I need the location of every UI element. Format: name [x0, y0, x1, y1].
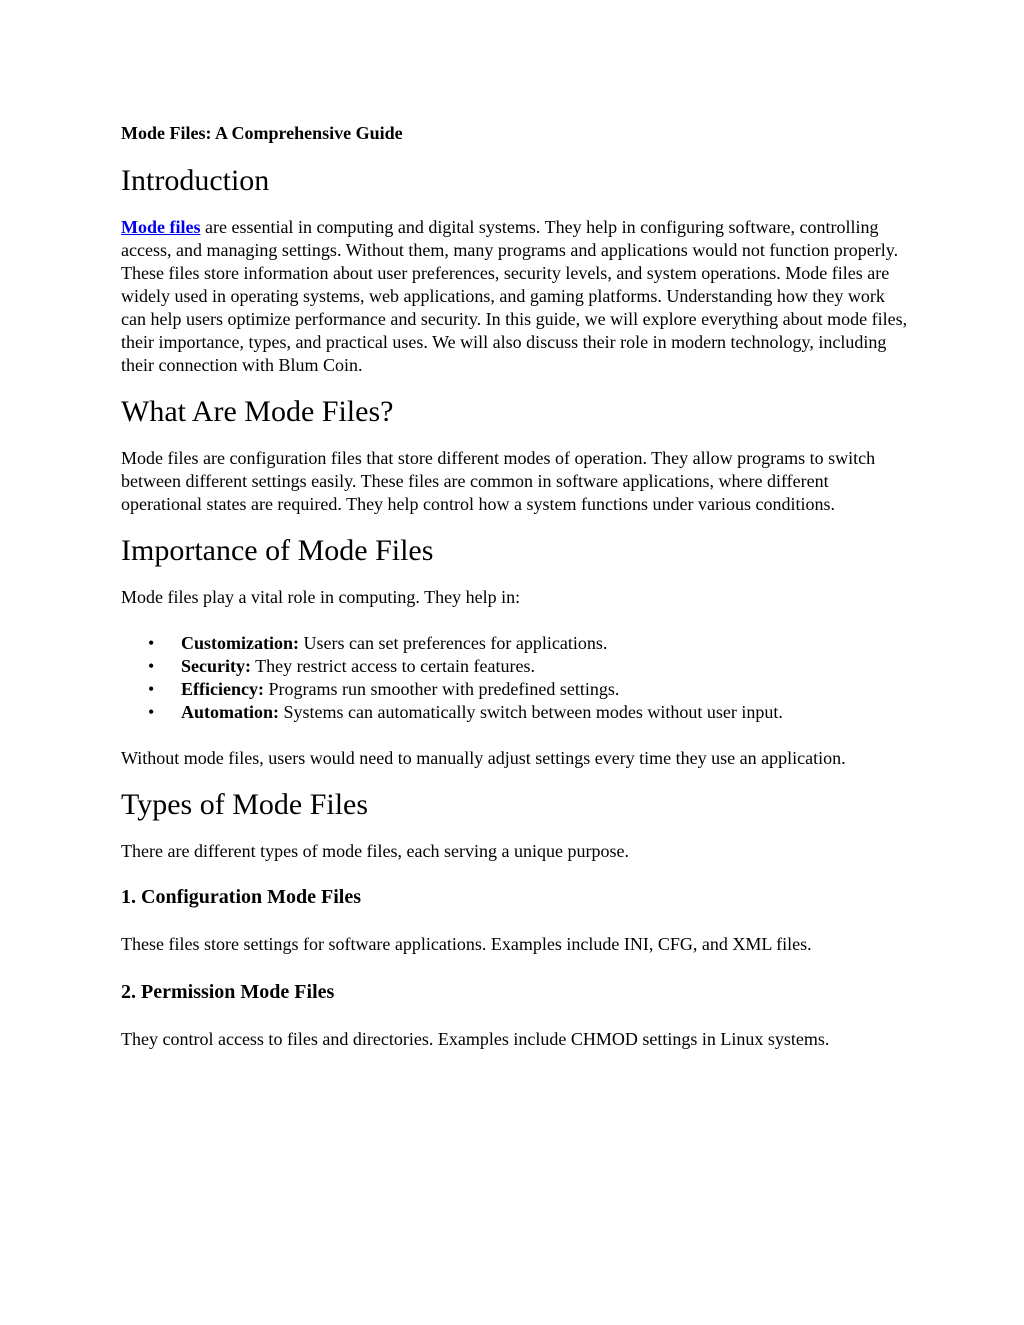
list-item-term: Efficiency: [181, 679, 264, 699]
list-item-text: Users can set preferences for applications. [299, 633, 608, 653]
list-item-term: Automation: [181, 702, 279, 722]
importance-intro: Mode files play a vital role in computing. They help in: [121, 587, 521, 607]
importance-list [121, 632, 911, 724]
introduction-text: are essential in computing and digital systems. They help in configuring software, controlling access, and managing settings. Without them, many programs and applications would not function properly. These files store information about user preferences, security levels, and system operations. Mode files are widely used in operating systems, web applications, and gaming platforms. Understanding how they work can help users optimize performance and security. In this guide, we will explore everything about mode files, their importance, types, and practical uses. We will also discuss their role in modern technology, including their connection with Blum Coin. [121, 217, 908, 375]
what-are-paragraph: Mode files are configuration files that store different modes of operation. They allow programs to switch between different settings easily. These files are common in software applications, where different operational states are required. They help control how a system functions under various conditions. [121, 448, 876, 514]
list-item-text: Systems can automatically switch between modes without user input. [279, 702, 783, 722]
bullet-icon: • [148, 633, 155, 653]
heading-types: Types of Mode Files [121, 788, 369, 821]
list-item-term: Customization: [181, 633, 299, 653]
list-item-automation [148, 701, 911, 724]
heading-importance: Importance of Mode Files [121, 534, 434, 567]
heading-what-are-mode-files: What Are Mode Files? [121, 395, 394, 428]
heading-permission-mode-files: 2. Permission Mode Files [121, 981, 335, 1003]
permission-paragraph: They control access to files and directories. Examples include CHMOD settings in Linux systems. [121, 1029, 830, 1049]
list-item-text: They restrict access to certain features. [250, 656, 536, 676]
configuration-paragraph: These files store settings for software applications. Examples include INI, CFG, and XML files. [121, 934, 812, 954]
list-item-efficiency [148, 678, 911, 701]
bullet-icon: • [148, 702, 155, 722]
introduction-paragraph [121, 216, 911, 377]
heading-configuration-mode-files: 1. Configuration Mode Files [121, 886, 361, 908]
list-item-term: Security: [181, 656, 251, 676]
mode-files-link[interactable]: Mode files [121, 217, 201, 237]
heading-introduction: Introduction [121, 164, 270, 197]
list-item-security [148, 655, 911, 678]
types-intro: There are different types of mode files, each serving a unique purpose. [121, 841, 629, 861]
importance-closing: Without mode files, users would need to manually adjust settings every time they use an application. [121, 748, 846, 768]
bullet-icon: • [148, 656, 155, 676]
document-content [121, 121, 911, 1051]
list-item-text: Programs run smoother with predefined settings. [263, 679, 620, 699]
document-title: Mode Files: A Comprehensive Guide [121, 123, 403, 143]
bullet-icon: • [148, 679, 155, 699]
list-item-customization [148, 632, 911, 655]
